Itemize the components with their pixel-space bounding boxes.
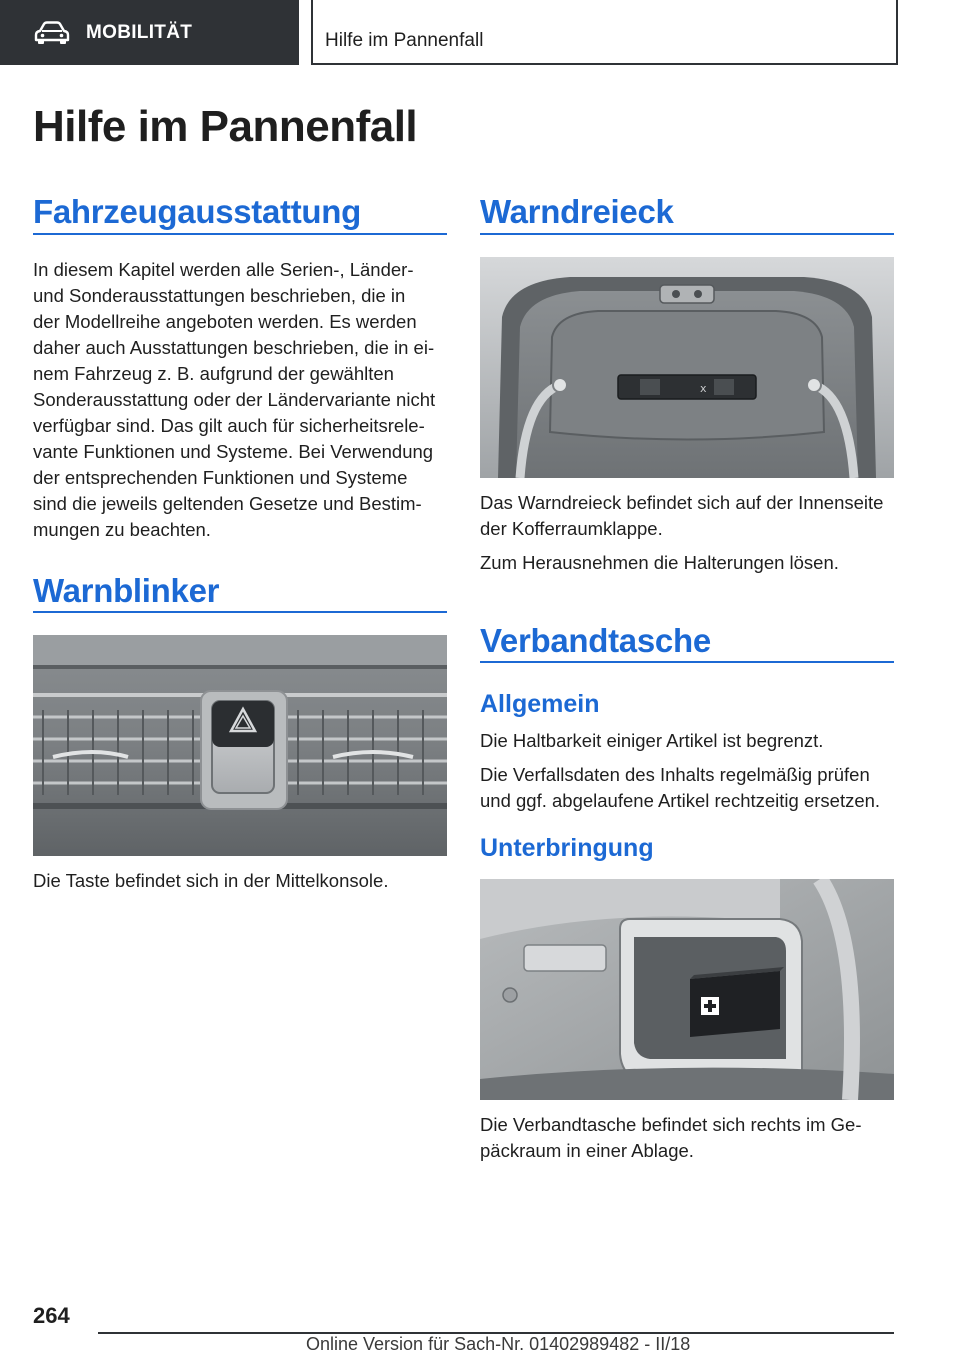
text-line: und Sonderausstattungen beschrieben, die in (33, 285, 406, 306)
heading-verbandtasche: Verbandtasche (480, 622, 711, 659)
text-line: nem Fahrzeug z. B. aufgrund der gewählten (33, 363, 394, 384)
heading-rule (480, 661, 894, 663)
warnblinker-caption-block (33, 868, 453, 894)
section-tab (0, 0, 299, 65)
text-line: der Kofferraumklappe. (480, 518, 663, 539)
hazard-switch-photo (33, 635, 447, 856)
trunk-lid-photo (480, 257, 894, 478)
text-line: verfügbar sind. Das gilt auch für sicherheitsrele- (33, 415, 425, 436)
heading-warndreieck: Warndreieck (480, 193, 674, 230)
text-line: Die Verbandtasche befindet sich rechts im Ge- (480, 1114, 862, 1135)
text-line: In diesem Kapitel werden alle Serien-, Länder- (33, 259, 414, 280)
footer-text: Online Version für Sach-Nr. 01402989482 - II/18 (306, 1334, 691, 1354)
trunk-lid-illustration (480, 257, 894, 478)
text-line: Die Verfallsdaten des Inhalts regelmäßig prüfen (480, 764, 870, 785)
fahrzeug-paragraph (33, 257, 453, 543)
text-line: Die Haltbarkeit einiger Artikel ist begrenzt. (480, 730, 824, 751)
text-line: daher auch Ausstattungen beschrieben, die in ei- (33, 337, 435, 358)
page-title: Hilfe im Pannenfall (33, 102, 418, 151)
heading-rule (33, 611, 447, 613)
text-line: Das Warndreieck befindet sich auf der Innenseite (480, 492, 884, 513)
heading-rule (480, 233, 894, 235)
chapter-header (311, 0, 898, 65)
subheading-unterbringung: Unterbringung (480, 834, 654, 862)
svg-text:x: x (700, 382, 707, 395)
heading-fahrzeugausstattung: Fahrzeugausstattung (33, 193, 361, 230)
text-line: und ggf. abgelaufene Artikel rechtzeitig ersetzen. (480, 790, 881, 811)
allgemein-text (480, 728, 900, 814)
unterbringung-text (480, 1112, 900, 1164)
text-line: Zum Herausnehmen die Halterungen lösen. (480, 552, 839, 573)
first-aid-kit-photo (480, 879, 894, 1100)
hazard-switch-illustration (33, 635, 447, 856)
warndreieck-text (480, 490, 900, 576)
chapter-title: Hilfe im Pannenfall (325, 30, 484, 51)
text-line: der Modellreihe angeboten werden. Es werden (33, 311, 417, 332)
page-number: 264 (33, 1303, 70, 1328)
text-line: päckraum in einer Ablage. (480, 1140, 694, 1161)
car-icon (34, 21, 70, 45)
section-label: MOBILITÄT (86, 21, 193, 43)
text-line: sind die jeweils geltenden Gesetze und Bestim- (33, 493, 422, 514)
text-line: Sonderausstattung oder der Ländervariante nicht (33, 389, 436, 410)
subheading-allgemein: Allgemein (480, 690, 600, 718)
warnblinker-caption: Die Taste befindet sich in der Mittelkonsole. (33, 870, 389, 891)
text-line: der entsprechenden Funktionen und Systeme (33, 467, 408, 488)
heading-rule (33, 233, 447, 235)
text-line: vante Funktionen und Systeme. Bei Verwendung (33, 441, 434, 462)
text-line: mungen zu beachten. (33, 519, 211, 540)
heading-warnblinker: Warnblinker (33, 572, 220, 609)
first-aid-kit-illustration (480, 879, 894, 1100)
